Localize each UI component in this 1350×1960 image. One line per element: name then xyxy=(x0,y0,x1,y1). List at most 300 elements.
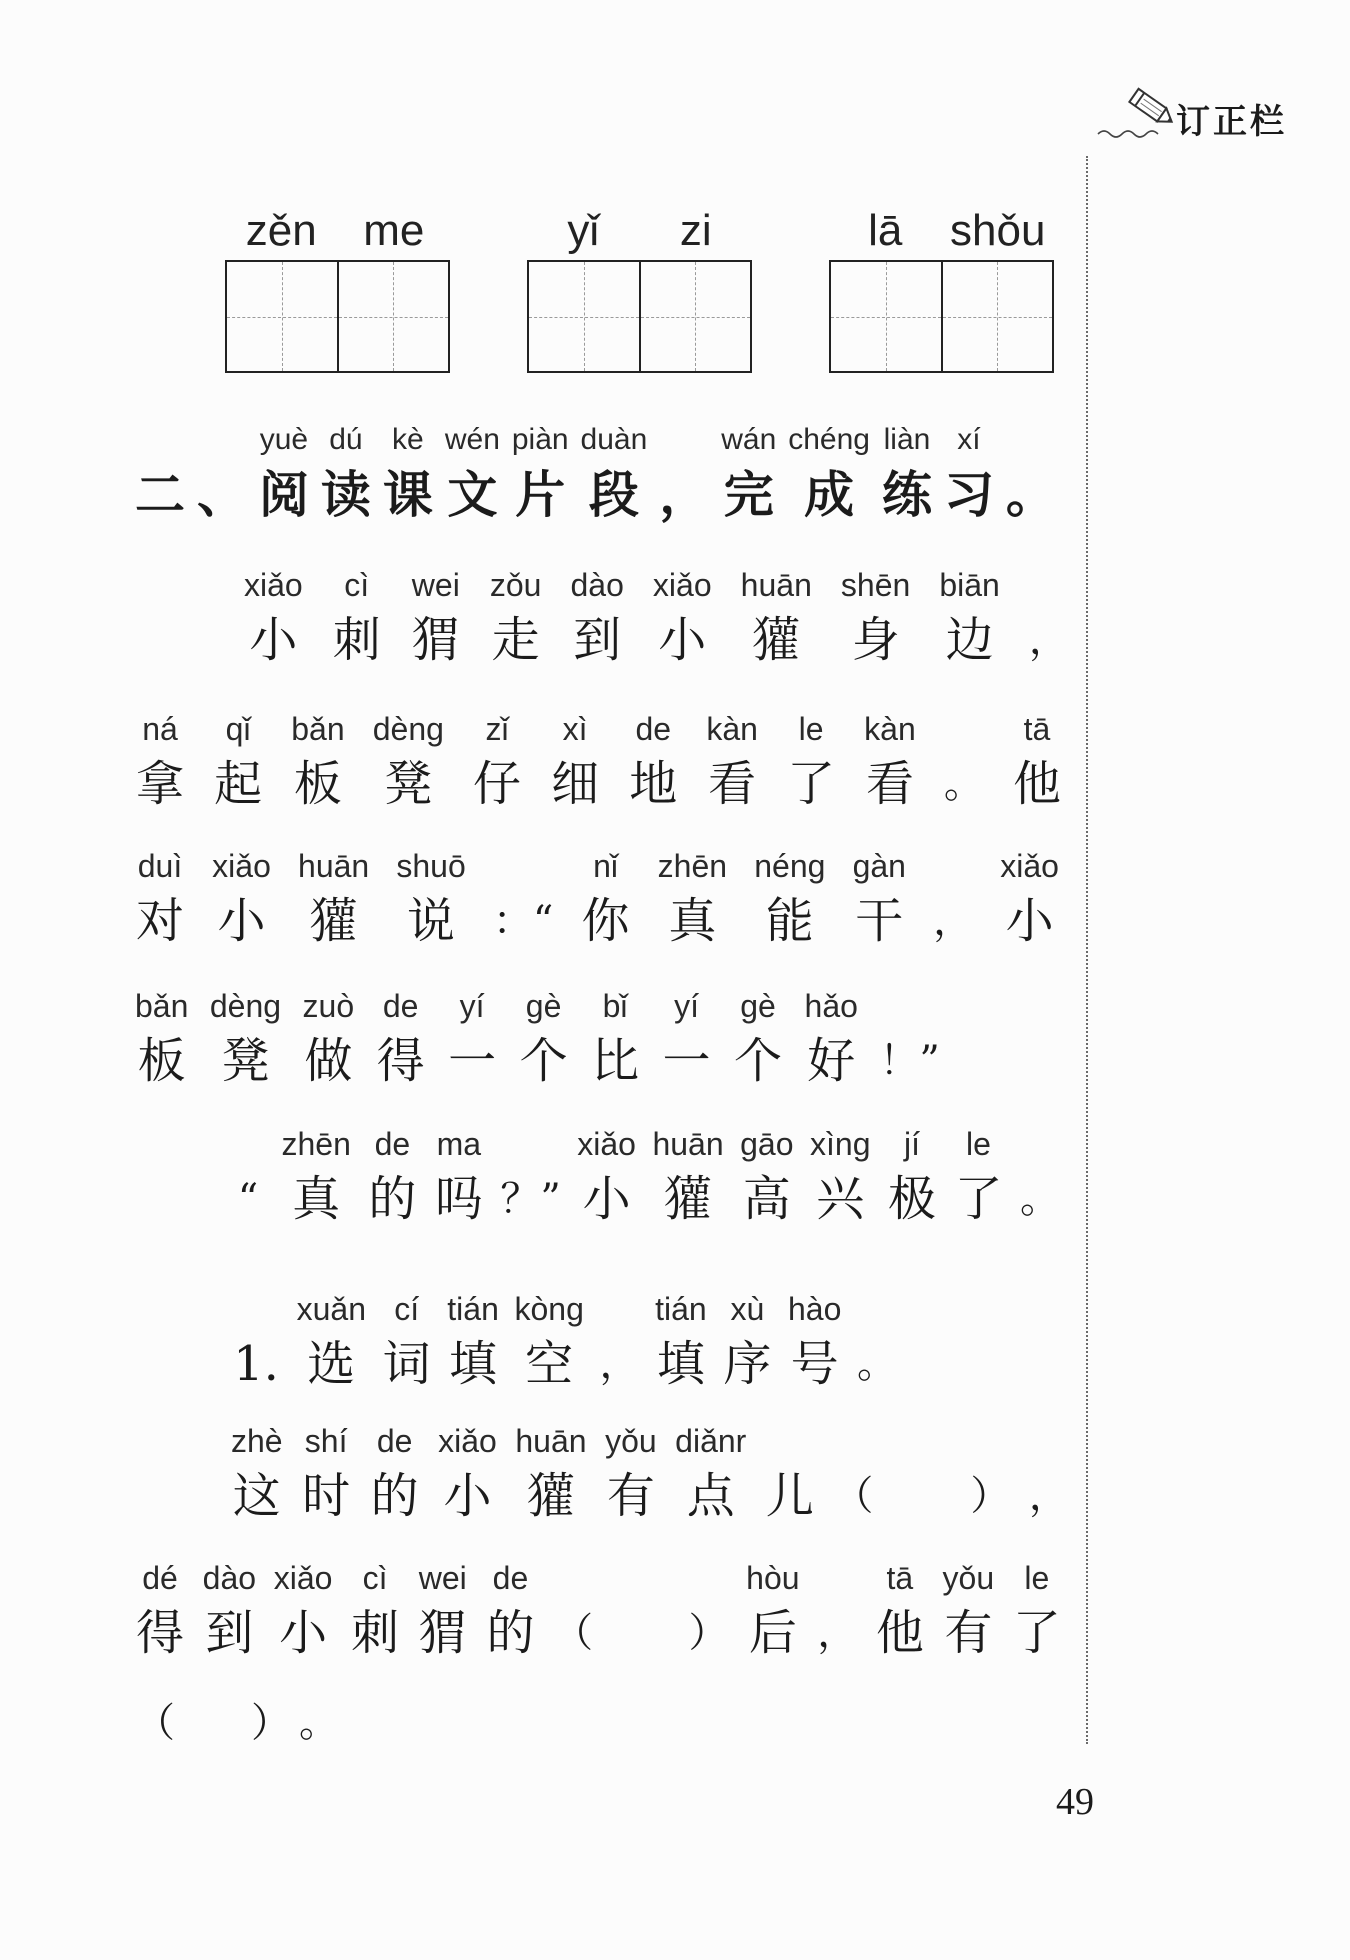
passage-line-4 xyxy=(135,986,940,1090)
hanzi: 了 xyxy=(1012,1605,1061,1661)
punctuation-token xyxy=(299,1648,339,1752)
passage-line-3 xyxy=(135,846,1059,950)
text-token xyxy=(805,986,858,1090)
text-token xyxy=(447,986,497,1090)
pinyin: de xyxy=(635,711,672,747)
pinyin: xiǎo xyxy=(652,567,712,603)
text-token xyxy=(212,846,271,950)
hanzi: 小 xyxy=(658,612,707,668)
hanzi: 的 xyxy=(486,1605,535,1661)
text-token xyxy=(332,565,382,669)
text-token xyxy=(875,1558,925,1662)
text-token xyxy=(953,1124,1003,1228)
pinyin: zuò xyxy=(302,988,355,1024)
text-token xyxy=(577,1124,636,1228)
hanzi: 獾 xyxy=(752,612,801,668)
question-1-prompt xyxy=(231,1289,897,1393)
hanzi: 的 xyxy=(370,1468,419,1524)
pinyin: zhēn xyxy=(281,1126,351,1162)
text-token xyxy=(754,846,825,950)
punctuation: ， xyxy=(1028,1473,1069,1519)
text-token xyxy=(281,1124,350,1228)
pinyin: gàn xyxy=(852,848,906,884)
text-token xyxy=(244,565,303,669)
pinyin: xí xyxy=(957,423,981,456)
pinyin: duì xyxy=(137,848,183,884)
hanzi: 点 xyxy=(686,1468,735,1524)
punctuation: ， xyxy=(659,465,710,524)
pinyin: xì xyxy=(562,711,588,747)
pinyin: yuè xyxy=(259,423,309,456)
punctuation-token xyxy=(553,1558,593,1662)
pinyin: cì xyxy=(344,567,370,603)
hanzi: 高 xyxy=(742,1171,791,1227)
pinyin: de xyxy=(382,988,419,1024)
pinyin: hǎo xyxy=(804,988,858,1024)
text-token xyxy=(135,420,185,524)
hanzi: 到 xyxy=(573,612,622,668)
text-token xyxy=(746,1558,799,1662)
punctuation-token xyxy=(493,846,553,950)
text-token xyxy=(675,1421,746,1525)
punctuation: 。 xyxy=(1005,465,1056,524)
hanzi: 细 xyxy=(551,756,600,812)
hanzi: 词 xyxy=(382,1336,431,1392)
punctuation: ？” xyxy=(500,1176,561,1222)
pinyin: néng xyxy=(754,848,826,884)
hanzi: 了 xyxy=(954,1171,1003,1227)
pinyin: zhè xyxy=(231,1423,283,1459)
hanzi: 猬 xyxy=(411,612,460,668)
hanzi: 极 xyxy=(887,1171,936,1227)
pinyin: le xyxy=(1024,1560,1050,1596)
punctuation-token xyxy=(1029,565,1069,669)
answer-blank xyxy=(183,1648,243,1752)
punctuation-token xyxy=(833,1421,873,1525)
grid-cell xyxy=(529,262,639,371)
hanzi: 段 xyxy=(588,465,639,524)
box-pinyin: me xyxy=(363,206,425,255)
text-token xyxy=(396,846,465,950)
pinyin: huān xyxy=(515,1423,587,1459)
text-token xyxy=(303,986,355,1090)
text-token xyxy=(231,1421,283,1525)
pinyin: xiǎo xyxy=(244,567,303,603)
hanzi: 后 xyxy=(748,1605,797,1661)
box-pinyin: zěn xyxy=(245,206,317,255)
text-token xyxy=(383,420,433,524)
text-token xyxy=(298,846,369,950)
hanzi: 空 xyxy=(525,1336,574,1392)
text-token xyxy=(203,1558,256,1662)
hanzi: 成 xyxy=(804,465,855,524)
pinyin: yí xyxy=(459,988,485,1024)
text-token xyxy=(653,565,712,669)
pinyin: de xyxy=(376,1423,413,1459)
pinyin: le xyxy=(966,1126,991,1162)
text-token xyxy=(259,420,309,524)
text-token xyxy=(519,986,569,1090)
text-token xyxy=(512,420,569,524)
hanzi: 选 xyxy=(307,1336,356,1392)
pinyin: tā xyxy=(1023,711,1051,747)
text-token xyxy=(765,1421,815,1525)
text-token xyxy=(367,1124,417,1228)
punctuation: ） xyxy=(970,1473,1011,1519)
pinyin: diǎnr xyxy=(675,1423,747,1459)
hanzi: 好 xyxy=(807,1033,856,1089)
hanzi: 二 xyxy=(135,465,185,524)
writing-grid-1 xyxy=(225,206,450,373)
punctuation-token xyxy=(500,1124,560,1228)
pinyin: dào xyxy=(202,1560,257,1596)
correction-column-header xyxy=(1096,84,1316,148)
pinyin: ná xyxy=(142,711,178,747)
text-token xyxy=(853,846,906,950)
box-pinyin: lā xyxy=(868,206,903,255)
hanzi: 板 xyxy=(293,756,342,812)
hanzi: 拿 xyxy=(135,756,184,812)
hanzi: 小 xyxy=(279,1605,328,1661)
text-token xyxy=(590,986,640,1090)
pinyin: yí xyxy=(674,988,699,1024)
hanzi: 说 xyxy=(407,893,456,949)
text-token xyxy=(434,1124,484,1228)
hanzi: 身 xyxy=(851,612,900,668)
hanzi: 习 xyxy=(943,465,994,524)
text-token xyxy=(581,420,648,524)
pinyin: kàn xyxy=(864,711,916,747)
hanzi: 了 xyxy=(787,756,836,812)
pinyin: zǒu xyxy=(489,567,542,603)
answer-blank xyxy=(611,1558,671,1662)
hanzi: 对 xyxy=(135,893,184,949)
text-token xyxy=(231,1289,281,1393)
pinyin: bǐ xyxy=(602,988,628,1024)
hanzi: 完 xyxy=(723,465,774,524)
text-token xyxy=(581,846,631,950)
hanzi: 小 xyxy=(582,1171,631,1227)
punctuation-token xyxy=(231,1124,265,1228)
hanzi: 序 xyxy=(723,1336,772,1392)
hanzi: 文 xyxy=(447,465,498,524)
hanzi: 有 xyxy=(606,1468,655,1524)
punctuation: ， xyxy=(1028,617,1069,663)
text-token xyxy=(135,846,185,950)
hanzi: 得 xyxy=(135,1605,184,1661)
hanzi: 板 xyxy=(137,1033,186,1089)
hanzi: 他 xyxy=(1012,756,1061,812)
pinyin: shēn xyxy=(840,567,911,603)
hanzi: 小 xyxy=(1005,893,1054,949)
hanzi: 看 xyxy=(708,756,757,812)
text-token xyxy=(135,1558,185,1662)
question-1-line-3 xyxy=(135,1648,339,1752)
grid-cell xyxy=(227,262,337,371)
text-token xyxy=(411,565,461,669)
pinyin: xiǎo xyxy=(438,1423,497,1459)
pinyin: tián xyxy=(447,1291,499,1327)
punctuation: （ xyxy=(833,1473,874,1519)
text-token xyxy=(291,709,344,813)
pinyin: dé xyxy=(142,1560,178,1596)
punctuation: ， xyxy=(599,1341,640,1387)
hanzi: 起 xyxy=(214,756,263,812)
pinyin: bǎn xyxy=(135,988,189,1024)
text-token xyxy=(321,420,371,524)
punctuation-token xyxy=(197,420,247,524)
text-token xyxy=(655,1289,707,1393)
grid-cell xyxy=(941,262,1053,371)
pinyin: de xyxy=(374,1126,411,1162)
pinyin: le xyxy=(798,711,824,747)
text-token xyxy=(788,1289,841,1393)
pinyin: qǐ xyxy=(225,711,251,747)
grid-cell xyxy=(337,262,449,371)
pinyin: huān xyxy=(298,848,370,884)
hanzi: 兴 xyxy=(816,1171,865,1227)
text-token xyxy=(301,1421,351,1525)
text-token xyxy=(297,1289,366,1393)
hanzi: 得 xyxy=(376,1033,425,1089)
hanzi: 这 xyxy=(232,1468,281,1524)
text-token xyxy=(740,1124,793,1228)
hanzi: 小 xyxy=(249,612,298,668)
text-token xyxy=(658,846,727,950)
hanzi: 獾 xyxy=(309,893,358,949)
punctuation: ， xyxy=(817,1610,858,1656)
grid-cell xyxy=(639,262,751,371)
pinyin: cì xyxy=(362,1560,388,1596)
hanzi: 个 xyxy=(734,1033,783,1089)
hanzi: 小 xyxy=(217,893,266,949)
passage-line-5 xyxy=(231,1124,1060,1228)
pinyin: hòu xyxy=(746,1560,800,1596)
punctuation: “ xyxy=(237,1176,259,1222)
pinyin: shí xyxy=(304,1423,348,1459)
pinyin: tián xyxy=(655,1291,707,1327)
punctuation: 、 xyxy=(196,465,247,524)
pinyin: gè xyxy=(525,988,562,1024)
hanzi: 填 xyxy=(656,1336,705,1392)
pinyin: xiǎo xyxy=(212,848,271,884)
hanzi: 仔 xyxy=(473,756,522,812)
text-token xyxy=(438,1421,497,1525)
passage-line-2 xyxy=(135,709,1062,813)
punctuation-token xyxy=(251,1648,291,1752)
text-token xyxy=(721,420,776,524)
text-token xyxy=(570,565,623,669)
pinyin: duàn xyxy=(580,423,648,456)
punctuation-token xyxy=(1020,1124,1060,1228)
hanzi: 真 xyxy=(668,893,717,949)
text-token xyxy=(943,1558,995,1662)
pinyin: ma xyxy=(436,1126,482,1162)
pinyin: wán xyxy=(721,423,777,456)
text-token xyxy=(810,1124,870,1228)
hanzi: 的 xyxy=(368,1171,417,1227)
answer-blank xyxy=(892,1421,952,1525)
correction-column-divider xyxy=(1086,156,1088,1744)
pinyin: xiǎo xyxy=(1000,848,1059,884)
pinyin: yǒu xyxy=(605,1423,657,1459)
correction-column-label: 订正栏 xyxy=(1176,102,1287,142)
answer-blank-space xyxy=(183,1694,243,1752)
text-token xyxy=(939,565,1000,669)
pinyin: chéng xyxy=(788,423,870,456)
hanzi: 看 xyxy=(865,756,914,812)
section-heading xyxy=(135,420,1056,524)
punctuation-token xyxy=(1006,420,1056,524)
pencil-icon xyxy=(1096,84,1176,148)
box-pinyin: shǒu xyxy=(950,206,1046,255)
pinyin: xiǎo xyxy=(577,1126,636,1162)
hanzi: 读 xyxy=(320,465,371,524)
pinyin: piàn xyxy=(511,423,569,456)
hanzi: 边 xyxy=(945,612,994,668)
punctuation: ） xyxy=(688,1610,729,1656)
text-token xyxy=(786,709,836,813)
hanzi: 地 xyxy=(629,756,678,812)
text-token xyxy=(370,1421,420,1525)
pinyin: huān xyxy=(652,1126,724,1162)
text-token xyxy=(887,1124,937,1228)
punctuation-token xyxy=(933,846,973,950)
text-token xyxy=(274,1558,333,1662)
text-token xyxy=(350,1558,400,1662)
text-token xyxy=(418,1558,468,1662)
hanzi: 走 xyxy=(491,612,540,668)
pinyin: huān xyxy=(740,567,812,603)
text-token xyxy=(706,709,758,813)
text-token xyxy=(882,420,932,524)
punctuation: 。 xyxy=(856,1341,897,1387)
hanzi: 干 xyxy=(855,893,904,949)
answer-blank-space xyxy=(611,1604,671,1662)
punctuation: ） xyxy=(251,1700,291,1746)
punctuation: ， xyxy=(933,898,974,944)
text-token xyxy=(550,709,600,813)
pinyin: zǐ xyxy=(485,711,509,747)
text-token xyxy=(135,986,188,1090)
text-token xyxy=(376,986,426,1090)
hanzi: 吗 xyxy=(434,1171,483,1227)
text-token xyxy=(628,709,678,813)
hanzi: 猬 xyxy=(418,1605,467,1661)
hanzi: 比 xyxy=(591,1033,640,1089)
punctuation: （ xyxy=(553,1610,594,1656)
hanzi: 到 xyxy=(205,1605,254,1661)
punctuation: 。 xyxy=(943,761,984,807)
hanzi: 刺 xyxy=(332,612,381,668)
hanzi: 能 xyxy=(765,893,814,949)
box-pinyin: yǐ xyxy=(567,206,600,255)
pinyin: kè xyxy=(392,423,424,456)
text-token xyxy=(135,709,185,813)
pinyin: liàn xyxy=(883,423,931,456)
hanzi: 一 xyxy=(662,1033,711,1089)
text-token xyxy=(733,986,783,1090)
text-token xyxy=(382,1289,432,1393)
hanzi: 凳 xyxy=(221,1033,270,1089)
hanzi: 儿 xyxy=(765,1468,814,1524)
text-token xyxy=(741,565,812,669)
punctuation-token xyxy=(944,709,984,813)
grid-cell xyxy=(831,262,941,371)
pinyin: dào xyxy=(570,567,624,603)
hanzi: 时 xyxy=(302,1468,351,1524)
punctuation: 。 xyxy=(1019,1176,1060,1222)
box-pinyin: zi xyxy=(679,206,712,255)
punctuation: ！” xyxy=(879,1038,940,1084)
pinyin: dú xyxy=(329,423,363,456)
text-token xyxy=(1012,1558,1062,1662)
hanzi: 阅 xyxy=(258,465,309,524)
hanzi: 你 xyxy=(581,893,630,949)
text-token xyxy=(515,1421,586,1525)
punctuation: ：“ xyxy=(492,898,554,944)
text-token xyxy=(373,709,444,813)
text-token xyxy=(662,986,712,1090)
hanzi: 练 xyxy=(881,465,932,524)
text-token xyxy=(490,565,542,669)
punctuation-token xyxy=(970,1421,1010,1525)
hanzi: 填 xyxy=(449,1336,498,1392)
pinyin: bǎn xyxy=(291,711,345,747)
pinyin: xuǎn xyxy=(296,1291,367,1327)
punctuation-token xyxy=(879,986,939,1090)
text-token xyxy=(652,1124,723,1228)
text-token xyxy=(944,420,994,524)
punctuation-token xyxy=(857,1289,897,1393)
text-token xyxy=(213,709,263,813)
hanzi: 他 xyxy=(875,1605,924,1661)
text-token xyxy=(1012,709,1062,813)
pinyin: wén xyxy=(444,423,500,456)
pinyin: biān xyxy=(939,567,1000,603)
text-token xyxy=(864,709,916,813)
pinyin: xù xyxy=(730,1291,765,1327)
pinyin: kàn xyxy=(706,711,758,747)
writing-grid-2 xyxy=(527,206,752,373)
passage-line-1 xyxy=(244,565,1069,669)
hanzi: 獾 xyxy=(526,1468,575,1524)
hanzi: 有 xyxy=(944,1605,993,1661)
hanzi: 个 xyxy=(519,1033,568,1089)
hanzi: 獾 xyxy=(664,1171,713,1227)
punctuation-token xyxy=(659,420,709,524)
pinyin: xìng xyxy=(810,1126,871,1162)
pinyin: kòng xyxy=(514,1291,584,1327)
punctuation: （ xyxy=(135,1700,175,1746)
page-number: 49 xyxy=(1056,1781,1094,1823)
text-token xyxy=(485,1558,535,1662)
hanzi: 1. xyxy=(233,1336,279,1392)
question-1-line-2 xyxy=(135,1558,1062,1662)
question-1-line-1 xyxy=(231,1421,1069,1525)
punctuation-token xyxy=(817,1558,857,1662)
hanzi: 凳 xyxy=(384,756,433,812)
punctuation-token xyxy=(1029,1421,1069,1525)
pinyin: hào xyxy=(787,1291,842,1327)
text-token xyxy=(841,565,910,669)
pinyin: de xyxy=(492,1560,529,1596)
pinyin: nǐ xyxy=(593,848,618,884)
hanzi: 片 xyxy=(515,465,566,524)
hanzi: 号 xyxy=(790,1336,839,1392)
text-token xyxy=(514,1289,583,1393)
pinyin: jí xyxy=(903,1126,920,1162)
